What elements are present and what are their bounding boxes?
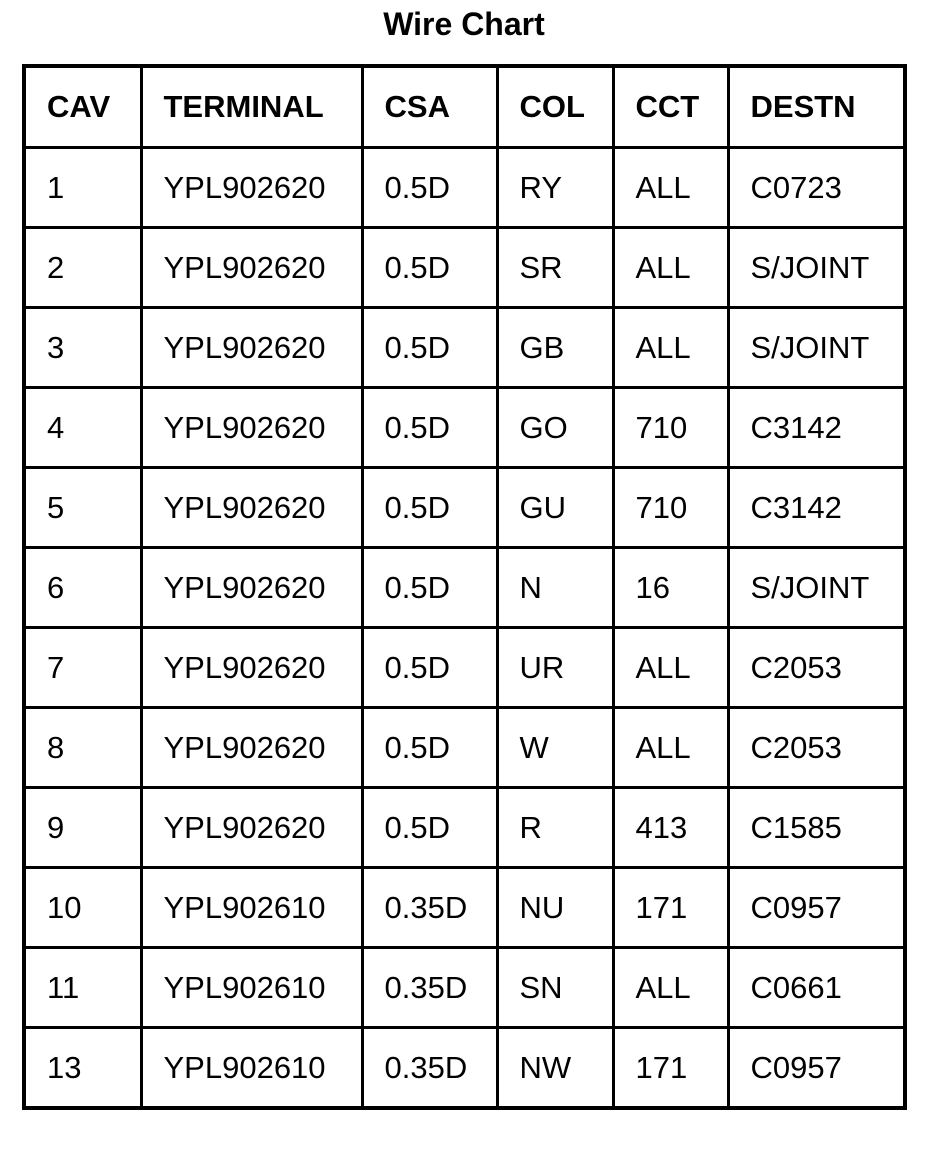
col-cell: N	[497, 548, 613, 628]
header-terminal: TERMINAL	[141, 66, 362, 148]
csa-cell: 0.5D	[362, 788, 497, 868]
wire-chart-table	[22, 64, 907, 1110]
csa-cell: 0.5D	[362, 308, 497, 388]
cct-cell: 171	[613, 1028, 728, 1109]
terminal-cell: YPL902620	[141, 788, 362, 868]
table-row	[24, 788, 905, 868]
header-row	[24, 66, 905, 148]
csa-cell: 0.5D	[362, 228, 497, 308]
cct-cell: 16	[613, 548, 728, 628]
terminal-cell: YPL902620	[141, 228, 362, 308]
cav-cell: 13	[24, 1028, 141, 1109]
table-row	[24, 548, 905, 628]
cav-cell: 8	[24, 708, 141, 788]
csa-cell: 0.5D	[362, 388, 497, 468]
csa-cell: 0.5D	[362, 628, 497, 708]
cct-cell: ALL	[613, 308, 728, 388]
cav-cell: 6	[24, 548, 141, 628]
terminal-cell: YPL902620	[141, 388, 362, 468]
cav-cell: 5	[24, 468, 141, 548]
cct-cell: 171	[613, 868, 728, 948]
terminal-cell: YPL902620	[141, 548, 362, 628]
destn-cell: C2053	[728, 628, 905, 708]
cav-cell: 1	[24, 148, 141, 228]
cct-cell: ALL	[613, 148, 728, 228]
table-row	[24, 628, 905, 708]
table-row	[24, 1028, 905, 1109]
col-cell: UR	[497, 628, 613, 708]
header-destn: DESTN	[728, 66, 905, 148]
csa-cell: 0.35D	[362, 868, 497, 948]
terminal-cell: YPL902620	[141, 148, 362, 228]
terminal-cell: YPL902620	[141, 628, 362, 708]
page-title: Wire Chart	[383, 6, 545, 42]
table-row	[24, 388, 905, 468]
col-cell: SR	[497, 228, 613, 308]
cav-cell: 2	[24, 228, 141, 308]
terminal-cell: YPL902620	[141, 468, 362, 548]
cav-cell: 10	[24, 868, 141, 948]
csa-cell: 0.5D	[362, 548, 497, 628]
destn-cell: C1585	[728, 788, 905, 868]
terminal-cell: YPL902620	[141, 308, 362, 388]
cct-cell: 413	[613, 788, 728, 868]
terminal-cell: YPL902620	[141, 708, 362, 788]
col-cell: NU	[497, 868, 613, 948]
cct-cell: ALL	[613, 228, 728, 308]
table-row	[24, 148, 905, 228]
destn-cell: C3142	[728, 388, 905, 468]
table-row	[24, 228, 905, 308]
table-row	[24, 468, 905, 548]
table-row	[24, 948, 905, 1028]
destn-cell: S/JOINT	[728, 308, 905, 388]
table-row	[24, 868, 905, 948]
destn-cell: C0957	[728, 1028, 905, 1109]
cct-cell: ALL	[613, 948, 728, 1028]
destn-cell: C0957	[728, 868, 905, 948]
cct-cell: ALL	[613, 708, 728, 788]
header-cct: CCT	[613, 66, 728, 148]
csa-cell: 0.5D	[362, 468, 497, 548]
csa-cell: 0.5D	[362, 708, 497, 788]
col-cell: GU	[497, 468, 613, 548]
cav-cell: 9	[24, 788, 141, 868]
cav-cell: 3	[24, 308, 141, 388]
table-row	[24, 308, 905, 388]
csa-cell: 0.35D	[362, 948, 497, 1028]
cct-cell: 710	[613, 388, 728, 468]
destn-cell: S/JOINT	[728, 548, 905, 628]
terminal-cell: YPL902610	[141, 1028, 362, 1109]
col-cell: W	[497, 708, 613, 788]
cav-cell: 7	[24, 628, 141, 708]
header-col: COL	[497, 66, 613, 148]
col-cell: NW	[497, 1028, 613, 1109]
destn-cell: C0661	[728, 948, 905, 1028]
destn-cell: C2053	[728, 708, 905, 788]
cct-cell: ALL	[613, 628, 728, 708]
destn-cell: C0723	[728, 148, 905, 228]
col-cell: GO	[497, 388, 613, 468]
header-cav: CAV	[24, 66, 141, 148]
table-row	[24, 708, 905, 788]
cav-cell: 4	[24, 388, 141, 468]
cav-cell: 11	[24, 948, 141, 1028]
terminal-cell: YPL902610	[141, 948, 362, 1028]
cct-cell: 710	[613, 468, 728, 548]
terminal-cell: YPL902610	[141, 868, 362, 948]
header-csa: CSA	[362, 66, 497, 148]
col-cell: GB	[497, 308, 613, 388]
csa-cell: 0.5D	[362, 148, 497, 228]
destn-cell: C3142	[728, 468, 905, 548]
destn-cell: S/JOINT	[728, 228, 905, 308]
col-cell: SN	[497, 948, 613, 1028]
csa-cell: 0.35D	[362, 1028, 497, 1109]
col-cell: R	[497, 788, 613, 868]
col-cell: RY	[497, 148, 613, 228]
